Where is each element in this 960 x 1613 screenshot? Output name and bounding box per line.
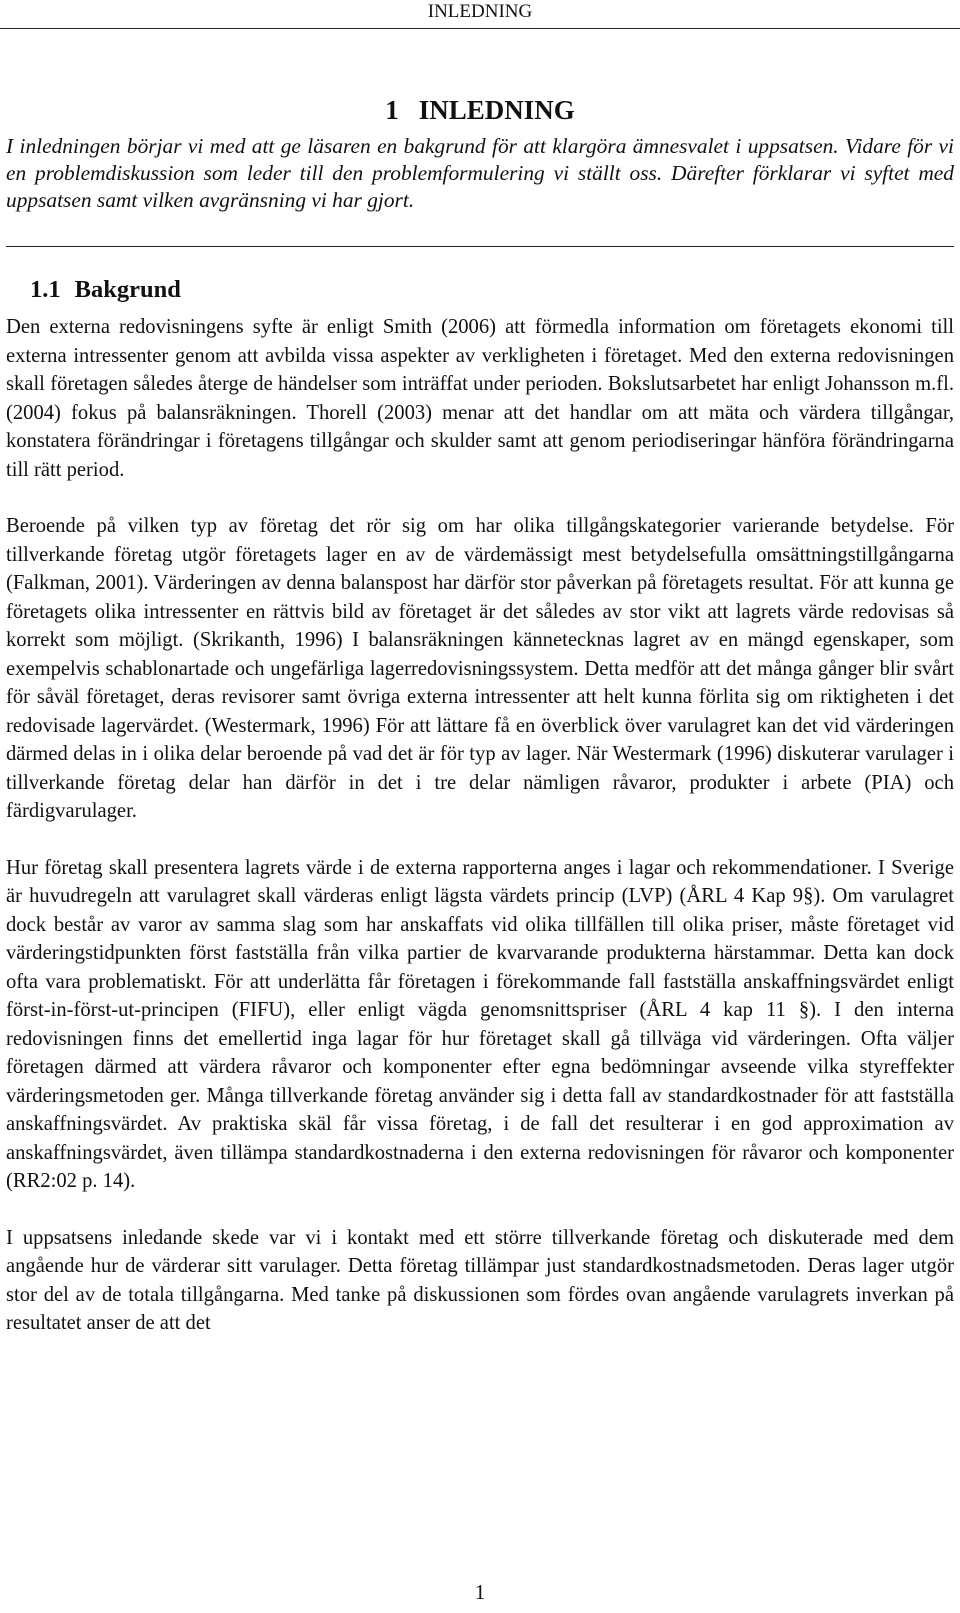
paragraph: I uppsatsens inledande skede var vi i kontakt med ett större tillverkande företag och diskuterade med dem angående hur de värderar sitt varulager. Detta företag tillämpar just standardkostnadsmetoden. Deras lager utgör stor del av de totala tillgångarna. Med tanke på diskussionen som fördes ovan angående varulagrets inverkan på resultatet anser de att det xyxy=(6,1226,954,1334)
header-divider xyxy=(0,28,960,29)
running-head: INLEDNING xyxy=(427,1,533,22)
chapter-intro: I inledningen börjar vi med att ge läsaren en bakgrund för att klargöra ämnesvalet i uppsatsen. Vidare för vi en problemdiskussion som leder till den problemformulering vi ställt oss. Därefter förklarar vi syftet med uppsatsen samt vilken avgränsning vi har gjort. xyxy=(6,134,954,212)
paragraph: Den externa redovisningens syfte är enligt Smith (2006) att förmedla information om företagets ekonomi till externa intressenter genom att avbilda vissa aspekter av verkligheten i företaget. Med den externa redovisningen skall företagen således återge de händelser som inträffat under perioden. Bokslutsarbetet har enligt Johansson m.fl. (2004) fokus på balansräkningen. Thorell (2003) menar att det handlar om att mäta och värdera tillgångar, konstatera förändringar i företagens tillgångar och skulder samt att genom periodiseringar hänföra förändringarna till rätt period. xyxy=(6,316,954,481)
chapter-heading xyxy=(0,94,960,126)
paragraph: Beroende på vilken typ av företag det rör sig om har olika tillgångskategorier varierande betydelse. För tillverkande företag utgör företagets lager en av de värdemässigt mest betydelsefulla omsättningstillgångarna (Falkman, 2001). Värderingen av denna balanspost har därför stor påverkan på företagets resultat. För att kunna ge företagets olika intressenter en rättvis bild av företaget är det således av stor vikt att lagrets värde redovisas så korrekt som möjligt. (Skrikanth, 1996) I balansräkningen kännetecknas lagret av en mängd egenskaper, som exempelvis schablonartade och ungefärliga lagerredovisningssystem. Detta medför att det många gånger blir svårt för såväl företaget, deras revisorer samt övriga externa intressenter att helt kunna förlita sig om riktigheten i det redovisade lagervärdet. (Westermark, 1996) För att lättare få en överblick över varulagret kan det vid värderingen därmed delas in i olika delar beroende på vad det är för typ av lager. När Westermark (1996) diskuterar varulager i tillverkande företag delar han därför in det i tre delar nämligen råvaror, produkter i arbete (PIA) och färdigvarulager. xyxy=(6,515,954,822)
section-title: Bakgrund xyxy=(74,276,181,303)
page-number: 1 xyxy=(474,1580,486,1604)
section-divider xyxy=(6,246,954,247)
section-number: 1.1 xyxy=(30,276,61,303)
body-text xyxy=(6,313,954,1366)
chapter-title: INLEDNING xyxy=(418,95,575,125)
section-heading xyxy=(30,275,181,305)
chapter-number: 1 xyxy=(385,95,399,125)
paragraph: Hur företag skall presentera lagrets värde i de externa rapporterna anges i lagar och rekommendationer. I Sverige är huvudregeln att varulagret skall värderas enligt lägsta värdets princip (LVP) (ÅRL 4 Kap 9§). Om varulagret dock består av varor av samma slag som har anskaffats vid olika tillfällen till olika priser, måste företaget vid värderingstidpunkten först fastställa från vilka partier de kvarvarande produkterna härstammar. Detta kan dock ofta vara problematiskt. För att underlätta får företagen i förekommande fall fastställa anskaffningsvärdet enligt först-in-först-ut-principen (FIFU), eller enligt vägda genomsnittspriser (ÅRL 4 kap 11 §). I den interna redovisningen finns det emellertid inga lagar för hur företaget skall gå tillväga vid värderingen. Ofta väljer företagen därmed att värdera råvaror och komponenter efter egna bedömningar avseende vilka styreffekter värderingsmetoden ger. Många tillverkande företag använder sig i detta fall av standardkostnader för att fastställa anskaffningsvärdet. Av praktiska skäl får vissa företag, i de fall det resulterar i en god approximation av anskaffningsvärdet, även tillämpa standardkostnaderna i den externa redovisningen för råvaror och komponenter (RR2:02 p. 14). xyxy=(6,856,954,1192)
